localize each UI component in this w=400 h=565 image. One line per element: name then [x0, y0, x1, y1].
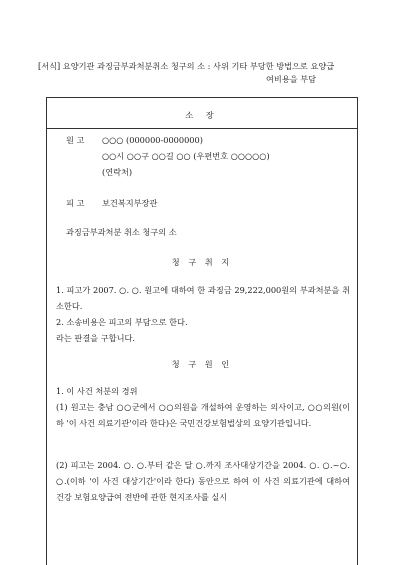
plaintiff-label: 원 고: [66, 135, 85, 145]
claim-purpose-heading: 청 구 취 지: [171, 257, 233, 267]
cause-paragraph-1: (1) 원고는 충남 ○○군에서 ○○의원을 개설하여 운영하는 의사이고, ○○의원(이하 '이 사건 의료기관'이라 한다)은 국민건강보험법상의 요양기관입니다.: [56, 402, 350, 428]
claim-cause-heading: 청 구 원 인: [171, 359, 233, 369]
case-name: 과징금부과처분 취소 청구의 소: [66, 227, 177, 237]
plaintiff-contact: (연락처): [102, 167, 133, 177]
defendant-name: 보건복지부장관: [102, 198, 158, 208]
claim-purpose-item-1: 1. 피고가 2007. ○. ○. 원고에 대하여 한 과징금 29,222,000원의 부과처분을 취소한다.: [56, 285, 350, 311]
complaint-form: [46, 97, 358, 565]
complaint-heading: 소 장: [185, 110, 219, 120]
document-title: [38, 60, 368, 86]
claim-purpose-item-2: 2. 소송비용은 피고의 부담으로 한다.: [56, 317, 188, 327]
plaintiff-name: ○○○ (000000-0000000): [102, 135, 203, 145]
plaintiff-address: ○○시 ○○구 ○○길 ○○ (우편번호 ○○○○○): [102, 151, 270, 161]
title-line-1: [서식] 요양기관 과징금부과처분취소 청구의 소 : 사위 기타 부당한 방법으로 요양급: [38, 61, 335, 71]
cause-paragraph-2: (2) 피고는 2004. ○. ○.부터 같은 달 ○.까지 조사대상기간을 2004. ○. ○.~○. ○.(이하 '이 사건 대상기간'이라 한다) 동안으로 하여 이 사건 의료기관에 대하여 건강 보험요양급여 전반에 관한 현지조사를 실시: [56, 460, 350, 502]
title-line-2: 여비용을 부담: [266, 74, 317, 84]
divider: [47, 128, 357, 129]
section-heading: 1. 이 사건 처분의 경위: [56, 386, 138, 396]
claim-purpose-closing: 라는 판결을 구합니다.: [56, 333, 135, 343]
defendant-label: 피 고: [66, 198, 85, 208]
